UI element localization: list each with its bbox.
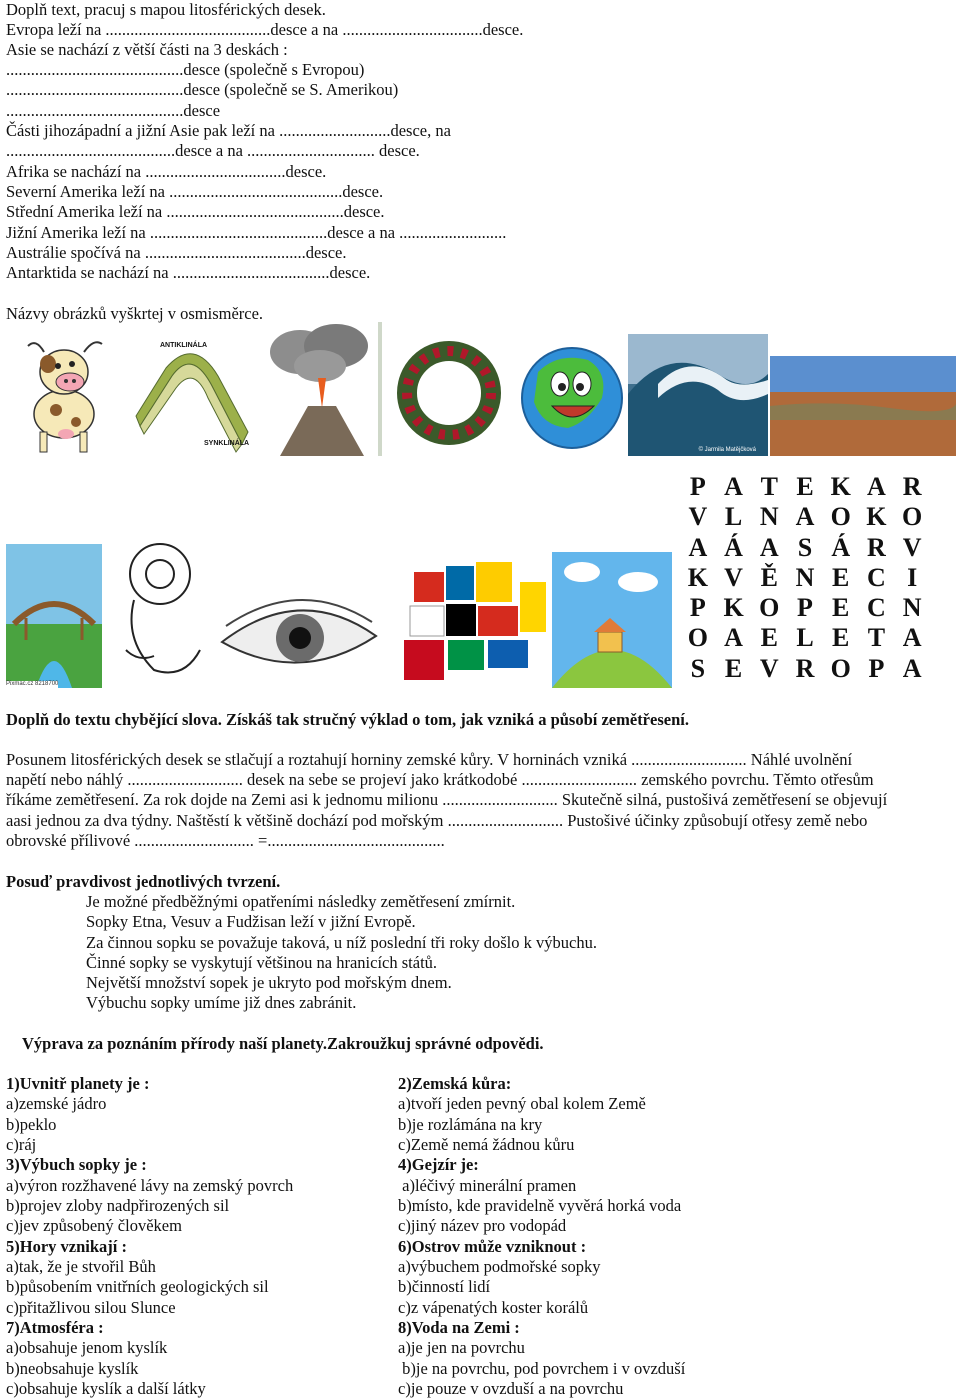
grid-letter[interactable]: V bbox=[902, 532, 922, 562]
quiz-heading: Výprava za poznáním přírody naší planety.Zakroužkuj správné odpovědi. bbox=[22, 1034, 544, 1053]
plate-text-line: Austrálie spočívá na .......................................desce. bbox=[6, 243, 347, 262]
wreath-image bbox=[384, 330, 514, 456]
grid-letter[interactable]: A bbox=[724, 472, 743, 501]
grid-letter[interactable]: N bbox=[759, 502, 779, 532]
answer-option[interactable]: b)projev zloby nadpřirozených sil bbox=[6, 1196, 230, 1216]
grid-letter[interactable]: P bbox=[797, 593, 813, 623]
grid-letter[interactable]: L bbox=[724, 502, 743, 532]
grid-letter[interactable]: Ě bbox=[760, 562, 778, 592]
grid-letter[interactable]: V bbox=[759, 653, 779, 683]
grid-letter[interactable]: E bbox=[796, 472, 814, 501]
question: 6)Ostrov může vzniknout : bbox=[398, 1236, 587, 1256]
plate-text-line: .........................................desce a na ............................... desce. bbox=[6, 141, 420, 160]
earthquake-text-line: Posunem litosférických desek se stlačují a roztahují horniny zemské kůry. V horninách vzniká ............................ Náhlé uvolnění bbox=[6, 750, 853, 769]
grid-letter[interactable]: A bbox=[902, 623, 922, 653]
grid-letter[interactable]: O bbox=[759, 593, 780, 623]
plate-text-line: Doplň text, pracuj s mapou litosférických desek. bbox=[6, 0, 326, 19]
answer-option[interactable]: b)je rozlámána na kry bbox=[398, 1114, 543, 1134]
question: 1)Uvnitř planety je : bbox=[6, 1074, 150, 1093]
quiz-left-column bbox=[6, 1074, 293, 1400]
grid-letter[interactable]: L bbox=[796, 623, 814, 653]
grid-letter[interactable]: Á bbox=[724, 532, 743, 562]
grid-letter[interactable]: Á bbox=[831, 532, 851, 562]
wordsearch-instruction: Názvy obrázků vyškrtej v osmisměrce. bbox=[6, 304, 264, 323]
grid-letter[interactable]: R bbox=[902, 472, 922, 501]
question: 8)Voda na Zemi : bbox=[398, 1318, 520, 1338]
grid-letter[interactable]: E bbox=[832, 623, 850, 653]
answer-option[interactable]: b)je na povrchu, pod povrchem i v ovzduší bbox=[398, 1358, 686, 1378]
grid-letter[interactable]: P bbox=[689, 593, 706, 623]
grid-letter[interactable]: A bbox=[759, 532, 779, 562]
grid-letter[interactable]: P bbox=[689, 472, 706, 501]
grid-letter[interactable]: A bbox=[867, 472, 886, 501]
grid-letter[interactable]: P bbox=[868, 653, 885, 683]
wordsearch-grid bbox=[680, 472, 930, 684]
grid-letter[interactable]: A bbox=[795, 502, 815, 532]
syncline-label: SYNKLINÁLA bbox=[204, 440, 250, 447]
house-on-hill-image bbox=[552, 552, 672, 688]
grid-letter[interactable]: C bbox=[867, 562, 886, 592]
grid-letter[interactable]: S bbox=[690, 653, 706, 683]
volcano-image bbox=[260, 322, 382, 456]
grid-letter[interactable]: O bbox=[830, 502, 851, 532]
statement: Největší množství sopek je ukryto pod mořským dnem. bbox=[86, 973, 452, 992]
answer-option[interactable]: b)peklo bbox=[6, 1114, 57, 1134]
grid-letter[interactable]: E bbox=[832, 562, 850, 592]
answer-option[interactable]: c)ráj bbox=[6, 1135, 37, 1155]
grid-letter[interactable]: K bbox=[723, 593, 744, 623]
question: 5)Hory vznikají : bbox=[6, 1236, 127, 1256]
plate-text-line: Evropa leží na ........................................desce a na ..................................desce. bbox=[6, 20, 524, 39]
grid-letter[interactable]: N bbox=[795, 562, 815, 592]
statement: Činné sopky se vyskytují většinou na hranicích států. bbox=[86, 953, 438, 972]
answer-option[interactable]: a)obsahuje jenom kyslík bbox=[6, 1338, 168, 1358]
earthquake-text-line: obrovské přílivové ............................. =........................................... bbox=[6, 831, 445, 850]
plate-text-line: Jižní Amerika leží na ...........................................desce a na .......................... bbox=[6, 223, 507, 242]
grid-letter[interactable]: S bbox=[797, 532, 813, 562]
wave-credit: © Jarmila Matějčková bbox=[698, 447, 756, 453]
grid-letter[interactable]: C bbox=[867, 593, 886, 623]
answer-option[interactable]: a)tak, že je stvořil Bůh bbox=[6, 1257, 156, 1277]
quiz-right-column bbox=[398, 1074, 685, 1400]
statement: Je možné předběžnými opatřeními následky zemětřesení zmírnit. bbox=[86, 892, 516, 911]
answer-option[interactable]: c)je pouze v ovzduší a na povrchu bbox=[398, 1379, 624, 1399]
europe-flags-map-image bbox=[384, 552, 550, 688]
plate-text-line: Severní Amerika leží na ..........................................desce. bbox=[6, 182, 384, 201]
answer-option[interactable]: a)zemské jádro bbox=[6, 1094, 107, 1114]
answer-option[interactable]: a)je jen na povrchu bbox=[398, 1338, 525, 1358]
smiling-earth-image bbox=[518, 342, 626, 454]
grid-letter[interactable]: A bbox=[724, 623, 743, 653]
answer-option[interactable]: c)jev způsobený člověkem bbox=[6, 1216, 182, 1236]
grid-letter[interactable]: N bbox=[902, 593, 922, 623]
answer-option[interactable]: a)léčivý minerální pramen bbox=[398, 1175, 577, 1195]
grid-letter[interactable]: K bbox=[830, 472, 851, 501]
grid-letter[interactable]: E bbox=[832, 593, 850, 623]
grid-letter[interactable]: A bbox=[688, 532, 708, 562]
earthquake-heading: Doplň do textu chybějící slova. Získáš tak stručný výklad o tom, jak vzniká a působí zemětřesení. bbox=[6, 710, 689, 729]
statement: Za činnou sopku se považuje taková, u níž poslední tři roky došlo k výbuchu. bbox=[86, 933, 597, 952]
earthquake-text-line: říkáme zemětřesení. Za rok dojde na Zemi asi k jednomu milionu ............................ Skutečně silná, pustošivá zemětřesení se objevují bbox=[6, 790, 888, 809]
ocean-wave-image bbox=[628, 334, 768, 456]
plate-text-line: ...........................................desce (společně se S. Amerikou) bbox=[6, 80, 399, 99]
bridge-image bbox=[6, 544, 102, 688]
grid-letter[interactable]: R bbox=[867, 532, 886, 562]
anticline-syncline-image bbox=[132, 336, 258, 456]
answer-option[interactable]: b)neobsahuje kyslík bbox=[6, 1358, 139, 1378]
grid-letter[interactable]: O bbox=[902, 502, 923, 532]
grid-letter[interactable]: E bbox=[760, 623, 778, 653]
answer-option[interactable]: c)Země nemá žádnou kůru bbox=[398, 1135, 575, 1155]
question: 7)Atmosféra : bbox=[6, 1318, 104, 1338]
grid-letter[interactable]: V bbox=[724, 562, 743, 592]
answer-option[interactable]: a)tvoří jeden pevný obal kolem Země bbox=[398, 1094, 646, 1114]
grid-letter[interactable]: R bbox=[795, 653, 815, 683]
diver-lineart-image bbox=[104, 530, 214, 686]
question: 4)Gejzír je: bbox=[398, 1155, 479, 1175]
eye-image bbox=[216, 582, 382, 686]
grid-letter[interactable]: T bbox=[867, 623, 886, 653]
cow-image bbox=[6, 332, 124, 454]
grid-letter[interactable]: V bbox=[688, 502, 708, 532]
bridge-credit: Pixmac.cz 8218700 bbox=[6, 681, 59, 687]
grid-letter[interactable]: A bbox=[902, 653, 922, 683]
plate-text-line: Afrika se nachází na ..................................desce. bbox=[6, 162, 327, 181]
plate-text-line: Části jihozápadní a jižní Asie pak leží na ...........................desce, na bbox=[6, 121, 451, 140]
desert-image bbox=[770, 356, 956, 456]
answer-option[interactable]: c)jiný název pro vodopád bbox=[398, 1216, 567, 1236]
grid-letter[interactable]: T bbox=[760, 472, 778, 501]
anticline-label: ANTIKLINÁLA bbox=[160, 342, 208, 349]
statement: Sopky Etna, Vesuv a Fudžisan leží v jižní Evropě. bbox=[86, 912, 416, 931]
statement: Výbuchu sopky umíme již dnes zabránit. bbox=[86, 993, 357, 1012]
answer-option[interactable]: c)z vápenatých koster korálů bbox=[398, 1297, 589, 1317]
answer-option[interactable]: b)místo, kde pravidelně vyvěrá horká voda bbox=[398, 1196, 682, 1216]
question: 3)Výbuch sopky je : bbox=[6, 1155, 147, 1175]
answer-option[interactable]: c)přitažlivou silou Slunce bbox=[6, 1297, 176, 1317]
grid-letter[interactable]: O bbox=[687, 623, 708, 653]
truth-heading: Posuď pravdivost jednotlivých tvrzení. bbox=[6, 872, 281, 891]
plate-text-line: ...........................................desce bbox=[6, 101, 221, 120]
answer-option[interactable]: a)výbuchem podmořské sopky bbox=[398, 1257, 601, 1277]
grid-letter[interactable]: O bbox=[830, 653, 851, 683]
plate-text-line: Antarktida se nachází na ......................................desce. bbox=[6, 263, 371, 282]
grid-letter[interactable]: E bbox=[724, 653, 743, 683]
answer-option[interactable]: c)obsahuje kyslík a další látky bbox=[6, 1379, 206, 1399]
plate-text-line: Střední Amerika leží na ...........................................desce. bbox=[6, 202, 385, 221]
plate-text-line: ...........................................desce (společně s Evropou) bbox=[6, 60, 365, 79]
grid-letter[interactable]: K bbox=[687, 562, 708, 592]
plate-text-line: Asie se nachází z větší části na 3 deskách : bbox=[6, 40, 288, 59]
answer-option[interactable]: a)výron rozžhavené lávy na zemský povrch bbox=[6, 1175, 294, 1195]
grid-letter[interactable]: K bbox=[866, 502, 887, 532]
answer-option[interactable]: b)působením vnitřních geologických sil bbox=[6, 1277, 269, 1297]
grid-letter[interactable]: I bbox=[907, 562, 918, 592]
answer-option[interactable]: b)činností lidí bbox=[398, 1277, 491, 1297]
earthquake-text-line: aasi jednou za dva týdny. Naštěstí k většině dochází pod mořským ............................ Pustošivé účinky způsobují otřesy země nebo bbox=[6, 811, 868, 830]
question: 2)Zemská kůra: bbox=[398, 1074, 512, 1093]
earthquake-text-line: napětí nebo náhlý ............................ desek na sebe se projeví jako krátkodobé ............................ zemského povrchu. Těmto otřesům bbox=[6, 770, 874, 789]
